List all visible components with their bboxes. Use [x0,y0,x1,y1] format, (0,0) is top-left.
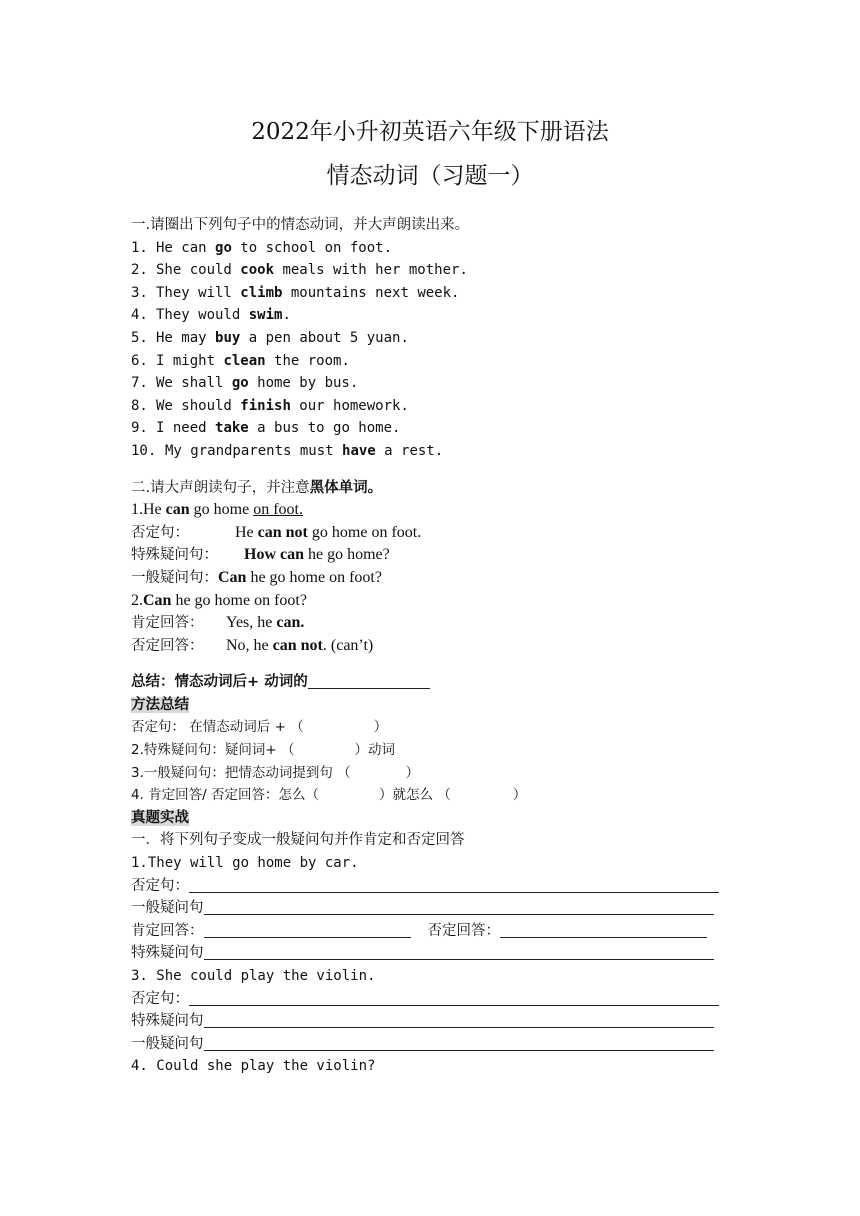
answer-blank[interactable] [204,1011,714,1028]
rule-text: 4. 肯定回答/ 否定回答：怎么（ [131,787,320,804]
sentence-text: I need [156,420,216,437]
sentence-text: I might [156,352,224,369]
section2-heading-text: 二.请大声朗读句子，并注意 [131,479,310,496]
sentence-number: 2. [131,262,148,279]
underlined-phrase: on foot. [253,501,303,519]
rule-item [131,716,741,739]
sentence-number: 4. [131,307,148,324]
modal-word: How can [244,546,304,564]
bold-verb: buy [215,329,241,346]
rule-text: ） [405,764,420,781]
sentence-list [131,237,741,463]
rule-item [131,762,741,785]
modal-word: can not [257,523,308,541]
method-summary-title: 方法总结 [131,696,189,713]
example-text: He [143,501,166,519]
page-title: 2022年小升初英语六年级下册语法 [251,119,609,145]
answer-label: 否定句： [131,990,189,1007]
answer-row-general-question [131,1033,741,1056]
rule-text: ） [373,719,388,736]
form-text: Yes, he [226,614,277,632]
sentence-item [131,237,741,260]
general-question-form [131,567,741,590]
modal-word: can [165,501,190,519]
sentence-text: She could [156,262,241,279]
rule-text: ） [512,787,527,804]
answer-label: 一般疑问句 [131,900,204,917]
bold-verb: cook [240,262,275,279]
sentence-text: a rest. [375,442,444,459]
sentence-text: the room. [265,352,350,369]
sentence-number: 9. [131,420,148,437]
sentence-text: We shall [156,375,232,392]
sentence-item [131,304,741,327]
question-4: 4. Could she play the violin? [131,1058,376,1075]
form-text: He [235,523,258,541]
sentence-item [131,327,741,350]
bold-verb: go [215,239,232,256]
rule-text: 3.一般疑问句：把情态动词提到句 （ [131,764,351,781]
rule-list [131,716,741,806]
sentence-text: We should [156,397,241,414]
summary-line [131,671,741,694]
answer-label: 特殊疑问句 [131,1013,204,1030]
modal-word: Can [143,591,172,609]
sentence-number: 8. [131,397,148,414]
sentence-number: 1. [131,239,148,256]
answer-blank[interactable] [500,921,707,938]
answer-row-negative [131,875,741,898]
example-number: 2. [131,591,143,609]
bold-verb: finish [240,397,291,414]
rule-text: 2.特殊疑问句：疑问词+ （ [131,742,295,759]
sentence-text: He may [156,329,216,346]
answer-row-yes-no [131,920,741,943]
sentence-number: 10. [131,442,157,459]
example-1 [131,499,741,522]
sentence-text: . [282,307,291,324]
sentence-text: They will [156,284,241,301]
rule-text: ）就怎么 （ [379,787,451,804]
form-label: 否定句： [131,524,189,541]
answer-blank[interactable] [204,1034,714,1051]
form-label: 一般疑问句： [131,569,218,586]
form-text: he go home on foot? [246,568,382,586]
answer-row-general-question [131,897,741,920]
positive-answer [131,612,741,635]
form-label: 肯定回答： [131,615,204,632]
sentence-text: My grandparents must [165,442,343,459]
sentence-item [131,395,741,418]
sentence-item [131,350,741,373]
modal-word: can. [276,614,305,632]
answer-label: 否定句： [131,877,189,894]
question-1: 1.They will go home by car. [131,855,359,872]
rule-text: ）动词 [354,742,395,759]
rule-text: 否定句： 在情态动词后 + （ [131,719,304,736]
example-2 [131,590,741,613]
fill-blank[interactable] [308,672,430,689]
sentence-text: meals with her mother. [274,262,468,279]
answer-label: 肯定回答： [131,922,204,939]
sentence-item [131,440,741,463]
document-body [131,214,741,1078]
question-3: 3. She could play the violin. [131,968,376,984]
section2-heading [131,477,741,500]
bold-verb: clean [223,352,266,369]
answer-blank[interactable] [204,898,714,915]
page-subtitle: 情态动词（习题一） [326,163,534,189]
sentence-number: 6. [131,352,148,369]
form-text: he go home? [304,546,390,564]
sentence-text: to school on foot. [231,239,393,256]
answer-row-special-question [131,942,741,965]
example-text: go home [189,501,254,519]
example-text: he go home on foot? [171,591,307,609]
practice-title-row [131,807,741,830]
answer-row-special-question [131,1010,741,1033]
sentence-item [131,417,741,440]
bold-verb: swim [248,307,283,324]
answer-label: 特殊疑问句 [131,945,204,962]
practice-instruction: 一．将下列句子变成一般疑问句并作肯定和否定回答 [131,832,465,849]
practice-title: 真题实战 [131,809,189,826]
bold-verb: have [342,442,376,459]
modal-word: can not [272,636,323,654]
rule-item [131,739,741,762]
sentence-text: home by bus. [248,375,359,392]
rule-item [131,784,741,807]
sentence-item [131,372,741,395]
sentence-text: They would [156,307,249,324]
answer-label: 否定回答： [427,922,500,939]
bold-verb: climb [240,284,283,301]
sentence-number: 3. [131,284,148,301]
negative-form [131,522,741,545]
example-number: 1. [131,501,143,519]
sentence-number: 7. [131,375,148,392]
form-text: No, he [226,636,273,654]
negative-answer [131,635,741,658]
sentence-item [131,259,741,282]
answer-blank[interactable] [204,943,714,960]
sentence-item [131,282,741,305]
sentence-text: mountains next week. [282,284,460,301]
form-text: . (can’t) [322,636,374,654]
sentence-text: He can [156,239,216,256]
sentence-text: a bus to go home. [248,420,401,437]
summary-text: 总结：情态动词后+ 动词的 [131,674,308,691]
sentence-text: a pen about 5 yuan. [240,329,409,346]
answer-blank[interactable] [204,921,411,938]
form-label: 否定回答： [131,637,204,654]
section1-heading: 一.请圈出下列句子中的情态动词，并大声朗读出来。 [131,217,470,233]
sentence-number: 5. [131,329,148,346]
answer-row-negative [131,988,741,1011]
special-question-form [131,544,741,567]
method-summary-title-row [131,694,741,717]
section2-heading-bold: 黑体单词。 [309,479,383,496]
bold-verb: take [215,420,249,437]
answer-label: 一般疑问句 [131,1035,204,1052]
answer-blank[interactable] [189,989,719,1006]
answer-blank[interactable] [189,876,719,893]
modal-word: Can [218,568,247,586]
bold-verb: go [231,375,249,392]
form-text: go home on foot. [307,523,422,541]
sentence-text: our homework. [290,397,409,414]
form-label: 特殊疑问句： [131,547,218,564]
